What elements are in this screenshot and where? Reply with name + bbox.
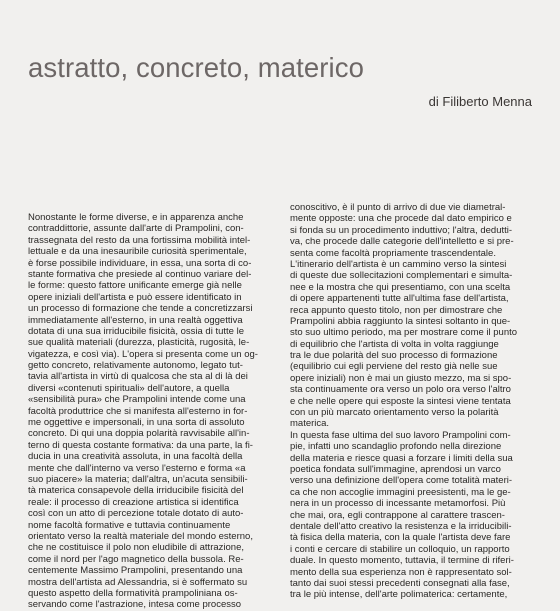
text-line: mente che dall'interno va verso l'esterno e forma «a <box>28 462 246 474</box>
text-line: «sensibilità pura» che Prampolini intende come una <box>28 394 246 406</box>
text-line: Prampolini abbia raggiunto la sintesi soltanto in que- <box>290 315 511 327</box>
text-line: che mai, ora, egli contrappone al carattere trascen- <box>290 509 505 521</box>
text-line: servando come l'astrazione, intesa come processo <box>28 599 242 611</box>
text-line: tà fisica della materia, con la quale l'artista deve fare <box>290 532 511 544</box>
text-line: questo aspetto della formatività prampoliniana os- <box>28 587 238 599</box>
text-line: di opere appartenenti tutte all'ultima fase dell'artista, <box>290 293 509 305</box>
text-line: verso una definizione dell'opera come totalità materi- <box>290 475 513 487</box>
text-line: diversi «contenuti spirituali» dell'autore, a quella <box>28 382 230 394</box>
text-line: immediatamente all'esterno, in una realtà oggettiva <box>28 314 243 326</box>
article-author: di Filiberto Menna <box>428 94 532 109</box>
text-line: che ne costituisce il polo non eludibile di attrazione, <box>28 542 244 554</box>
text-line: con un più marcato orientamento verso la polarità <box>290 407 499 419</box>
text-line: conoscitivo, è il punto di arrivo di due vie diametral- <box>290 202 506 213</box>
text-line: le forme: questo fattore unificante emerge già nelle <box>28 280 242 292</box>
text-line: me oggettive e impersonali, in una sorta di assoluto <box>28 417 245 429</box>
text-line: pie, infatti uno scandaglio profondo nella direzione <box>290 441 502 453</box>
text-line: (equilibrio cui egli perviene del resto già nelle sue <box>290 361 498 373</box>
text-line: lettuale e da una inesauribile curiosità sperimentale, <box>28 246 247 258</box>
text-line: è forse possibile individuare, in essa, una sorta di co- <box>28 257 252 269</box>
text-line: getto concreto, relativamente autonomo, legato tut- <box>28 360 243 372</box>
text-line: vigatezza, e così via). L'opera si presenta come un og- <box>28 348 258 360</box>
text-line: trassegnata del resto da una fortissima mobilità intel- <box>28 234 251 246</box>
text-line: tà materica consapevole della irriducibile fisicità del <box>28 485 244 497</box>
text-line: L'itinerario dell'artista è un cammino verso la sintesi <box>290 258 507 270</box>
text-line: mento della sua esperienza non è rappresentato sol- <box>290 566 512 578</box>
text-line: tanto dai suoi stessi precedenti consegnati alla fase, <box>290 577 510 589</box>
text-line: facoltà produttrice che si manifesta all'esterno in for- <box>28 405 248 417</box>
text-line: opere iniziali dell'artista e può essere identificato in <box>28 291 242 303</box>
text-line: così con un atto di percezione totale dotato di auto- <box>28 508 244 520</box>
text-line: sta continuamente ora verso un polo ora verso l'altro <box>290 384 511 396</box>
text-line: un processo di formazione che tende a concretizzarsi <box>28 303 253 315</box>
text-line: terno di questa costante formativa: da una parte, la fi- <box>28 439 253 451</box>
text-line: materica. <box>290 418 330 430</box>
text-line: nee e la mostra che qui presentiamo, con una scelta <box>290 281 511 293</box>
text-line: poetica fondata sull'immagine, aprendosi un varco <box>290 463 501 475</box>
text-line: reca appunto questo titolo, non per dimostrare che <box>290 304 503 316</box>
text-line: reale: il processo di creazione artistica si identifica <box>28 496 239 508</box>
text-line: nera in un processo di incessante metamorfosi. Più <box>290 498 506 510</box>
text-line: tra le due polarità del suo processo di formazione <box>290 350 498 362</box>
text-line: stante formativa che presiede al continuo variare del- <box>28 268 252 280</box>
text-line: di equilibrio che l'artista di volta in volta raggiunge <box>290 338 499 350</box>
text-line: dotata di una sua irriducibile fisicità, ossia di tutte le <box>28 325 244 337</box>
text-line: sue qualità materiali (durezza, plasticità, rugosità, le- <box>28 337 250 349</box>
text-line: nome facoltà formative e tuttavia continuamente <box>28 519 231 531</box>
text-line: centemente Massimo Prampolini, presentando una <box>28 565 243 577</box>
text-line: duale. In questo momento, tuttavia, il termine di riferi- <box>290 555 514 567</box>
text-line: contraddittorie, assunte dall'arte di Prampolini, con- <box>28 223 244 235</box>
text-line: i conti e cercare di stabilire un colloquio, un rapporto <box>290 543 510 555</box>
text-line: ducia in una creatività assoluta, in una facoltà della <box>28 451 243 463</box>
text-line: si fonda su un procedimento induttivo; l'altra, dedutti- <box>290 224 513 236</box>
text-line: orientato verso la realtà materiale del mondo esterno, <box>28 530 253 542</box>
text-line: mostra dell'artista ad Alessandria, si è soffermato su <box>28 576 248 588</box>
text-line: sto suo ultimo periodo, ma per mostrare come il punto <box>290 327 518 339</box>
text-line: senta come facoltà propriamente trascendentale. <box>290 247 496 259</box>
text-line: In questa fase ultima del suo lavoro Prampolini com- <box>290 429 511 441</box>
text-line: come il nord per l'ago magnetico della bussola. Re- <box>28 553 244 565</box>
text-line: suo piacere» la materia; dall'altra, un'acuta sensibili- <box>28 473 248 485</box>
text-line: della materia e riesce quasi a forzare i limiti della sua <box>290 452 513 464</box>
text-line: tavia all'artista in virtù di qualcosa che sta al di là dei <box>28 371 248 383</box>
text-line: ca che non accoglie immagini preesistenti, ma le ge- <box>290 486 511 498</box>
text-line: di queste due sollecitazioni complementari e simulta- <box>290 270 513 282</box>
text-column-right <box>290 202 539 601</box>
text-line: mente opposte: una che procede dal dato empirico e <box>290 213 512 225</box>
text-line: e che nelle opere qui esposte la sintesi viene tentata <box>290 395 511 407</box>
text-line: tra le più intense, dell'arte polimaterica: certamente, <box>290 589 508 601</box>
text-line: Nonostante le forme diverse, e in apparenza anche <box>28 212 244 223</box>
article-title: astratto, concreto, materico <box>28 52 364 83</box>
text-line: dentale dell'atto creativo la resistenza e la irriducibili- <box>290 520 512 532</box>
text-line: opere iniziali) non è mai un giusto mezzo, ma si spo- <box>290 372 512 384</box>
text-line: va, che procede dalle categorie dell'intelletto e si pre- <box>290 236 514 248</box>
text-line: concreto. Di qui una doppia polarità ravvisabile all'in- <box>28 428 250 440</box>
text-column-left <box>28 212 282 611</box>
